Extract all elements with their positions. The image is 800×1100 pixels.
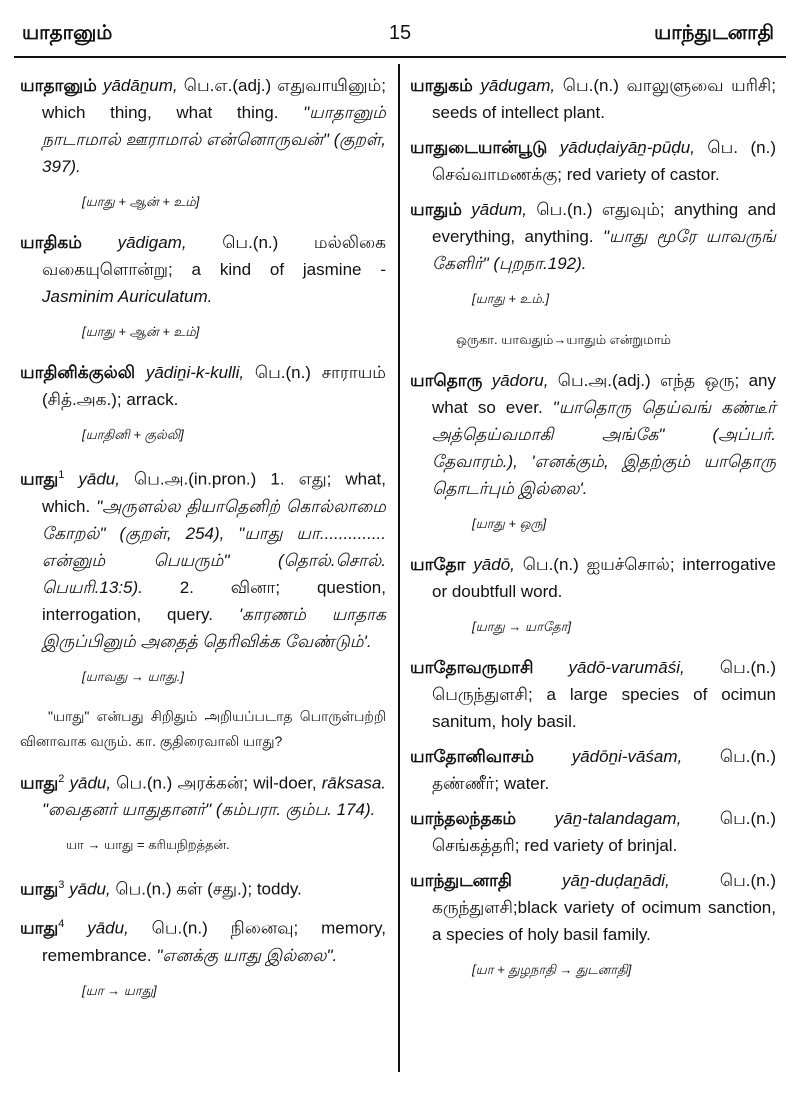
homograph-number: 4	[58, 917, 65, 930]
entry-citation: Jasminim Auriculatum.	[42, 287, 213, 306]
entry-gloss: வாலுளுவை யரிசி; seeds of intellect plant.	[432, 76, 776, 122]
entry-gloss: நினைவு; memory, remembrance.	[42, 918, 386, 965]
entry-headword: யாதோ	[410, 555, 466, 574]
entry-gloss: அரக்கன்; wil-doer,	[177, 773, 317, 793]
usage-note: ஒருகா. யாவதும்→யாதும் என்றுமாம்	[456, 332, 672, 347]
usage-note: யா → யாது = கரியநிறத்தன்.	[66, 837, 230, 853]
entry-gloss: ஐயச்சொல்; interrogative or doubtfull word.	[432, 555, 776, 601]
etymology-note: [யாவது → யாது.]	[82, 668, 184, 684]
entry-citation: rāksasa. "வைதனர் யாதுதானர்" (கம்பரா. கும்ப. 174).	[42, 773, 386, 820]
entry-headword: யாதினிக்குல்லி	[20, 363, 136, 382]
explanatory-paragraph: "யாது" என்பது சிறிதும் அறியப்படாத பொருள்பற்றி வினாவாக வரும். கா. குதிரைவாலி யாது?	[20, 707, 386, 749]
entry-part-of-speech: பெ.(n.)	[116, 773, 173, 793]
etymology-note: [யாது + உம்.]	[472, 291, 550, 306]
entry-gloss: 1. எது; what, which.	[42, 469, 386, 516]
entry-headword: யாதானும்	[20, 76, 97, 95]
entry-gloss: எந்த ஒரு; any what so ever.	[432, 371, 776, 417]
header-rule	[14, 56, 786, 58]
entry-part-of-speech: பெ.அ.(adj.)	[557, 371, 651, 390]
entry-gloss: கருந்துளசி;black variety of ocimum sanction, a species of holy basil family.	[432, 898, 776, 944]
entry-transliteration: yāduḍaiyāṉ-pūḍu,	[559, 138, 695, 157]
entry-transliteration: yāṉ-duḍaṉādi,	[562, 871, 670, 890]
entry-gloss-secondary: 2. வினா; question, interrogation, query.	[42, 577, 386, 624]
entry-gloss: பெருந்துளசி; a large species of ocimun sanitum, holy basil.	[432, 685, 776, 731]
etymology-note: [யாதினி + குல்லி]	[82, 427, 184, 442]
dictionary-entry	[410, 805, 776, 859]
entry-headword: யாதோனிவாசம்	[410, 747, 535, 766]
entry-part-of-speech: பெ.(n.)	[562, 76, 619, 95]
entry-transliteration: yādu,	[78, 469, 120, 489]
dictionary-entry	[410, 134, 776, 188]
dictionary-entry	[20, 872, 386, 903]
entry-part-of-speech: பெ.(n.)	[719, 871, 776, 890]
dictionary-entry	[410, 551, 776, 605]
entry-headword: யாது	[20, 773, 59, 793]
entry-part-of-speech: பெ.எ.(adj.)	[183, 76, 272, 95]
entry-example: 'காரணம் யாதாக இருப்பினும் அதைத் தெரிவிக்க வேண்டும்'.	[42, 604, 386, 651]
entry-citation: "எனக்கு யாது இல்லை".	[156, 945, 338, 965]
entry-part-of-speech: பெ.(n.)	[536, 200, 593, 219]
entry-gloss: செங்கத்தரி; red variety of brinjal.	[432, 836, 678, 855]
page-number: 15	[388, 22, 412, 44]
entry-headword: யாதிகம்	[20, 233, 82, 252]
entry-headword: யாதுடையான்பூடு	[410, 138, 548, 157]
etymology-note: [யாது + ஒரு]	[472, 516, 547, 531]
dictionary-entry	[20, 766, 386, 824]
left-column	[20, 72, 386, 1018]
dictionary-entry	[410, 367, 776, 502]
header-right-guideword: யாந்துடனாதி	[654, 22, 774, 44]
dictionary-entry	[20, 229, 386, 310]
entry-headword: யாதொரு	[410, 371, 483, 390]
entry-transliteration: yāṉ-talandagam,	[554, 809, 682, 828]
entry-headword: யாதும்	[410, 200, 462, 219]
entry-transliteration: yādiṉi-k-kulli,	[145, 363, 245, 382]
entry-gloss: சாராயம் (சித்.அக.); arrack.	[42, 363, 386, 409]
entry-citation: "யாதானும் நாடாமால் ஊராமால் என்னொருவன்" (குறள், 397).	[42, 103, 386, 176]
entry-part-of-speech: பெ.அ.(in.pron.)	[134, 469, 257, 489]
entry-headword: யாது	[20, 879, 59, 899]
homograph-number: 3	[58, 879, 65, 892]
dictionary-entry	[410, 654, 776, 735]
right-column	[410, 72, 776, 997]
dictionary-entry	[410, 196, 776, 277]
entry-part-of-speech: பெ.(n.)	[719, 809, 776, 828]
etymology-note: [யாது + ஆன் + உம்]	[82, 324, 200, 339]
entry-headword: யாந்தலந்தகம்	[410, 809, 517, 828]
dictionary-entry	[20, 462, 386, 655]
etymology-note: [யா + துழநாதி → துடனாதி]	[472, 962, 632, 977]
entry-gloss: எதுவாயினும்; which thing, what thing.	[42, 76, 386, 122]
etymology-note: [யா → யாது]	[82, 982, 157, 998]
entry-headword: யாது	[20, 469, 59, 489]
entry-headword: யாந்துடனாதி	[410, 871, 512, 890]
entry-transliteration: yādigam,	[117, 233, 187, 252]
entry-part-of-speech: பெ. (n.)	[707, 138, 776, 157]
entry-transliteration: yādoru,	[491, 371, 549, 390]
entry-transliteration: yādāṉum,	[102, 76, 178, 95]
entry-gloss: மல்லிகை வகையுளொன்று; a kind of jasmine -	[42, 233, 386, 279]
etymology-note: [யாது + ஆன் + உம்]	[82, 194, 200, 209]
page-header	[0, 0, 800, 58]
entry-transliteration: yādō,	[473, 555, 515, 574]
homograph-number: 2	[58, 772, 65, 785]
header-left-guideword: யாதானும்	[22, 22, 113, 44]
entry-transliteration: yādu,	[69, 773, 112, 793]
entry-part-of-speech: பெ.(n.)	[254, 363, 311, 382]
dictionary-entry	[20, 359, 386, 413]
entry-citation: "யாதொரு தெய்வங் கண்டீர் அத்தெய்வமாகி அங்கே" (அப்பர். தேவாரம்.), 'எனக்கும், இதற்கும் யாதொரு தொடர்பும் இல்லை'.	[432, 398, 776, 498]
entry-gloss: கள் (சது.); toddy.	[176, 879, 302, 899]
entry-headword: யாதோவருமாசி	[410, 658, 534, 677]
entry-gloss: தண்ணீர்; water.	[432, 774, 550, 793]
entry-transliteration: yādum,	[471, 200, 528, 219]
entry-gloss: எதுவும்; anything and everything, anything.	[432, 200, 776, 246]
entry-part-of-speech: பெ.(n.)	[222, 233, 279, 252]
dictionary-entry	[20, 72, 386, 180]
entry-transliteration: yādugam,	[480, 76, 556, 95]
entry-gloss: செவ்வாமணக்கு; red variety of castor.	[432, 165, 720, 184]
entry-part-of-speech: பெ.(n.)	[115, 879, 172, 899]
entry-part-of-speech: பெ.(n.)	[719, 747, 776, 766]
entry-citation: "யாது மூரே யாவருங் கேளிர்" (புறநா.192).	[432, 227, 776, 273]
dictionary-entry	[410, 743, 776, 797]
entry-citation: "அருளல்ல தியாதெனிற் கொல்லாமை கோறல்" (குறள், 254), "யாது யா.............. என்னும் பெயரும்" (தொல்.சொல். பெயரி.13:5).	[42, 496, 386, 597]
entry-headword: யாது	[20, 918, 59, 938]
entry-part-of-speech: பெ.(n.)	[151, 918, 208, 938]
dictionary-entry	[20, 911, 386, 969]
entry-transliteration: yādōṉi-vāśam,	[571, 747, 683, 766]
etymology-note: [யாது → யாதோ]	[472, 619, 572, 634]
entry-transliteration: yādu,	[69, 879, 111, 899]
entry-part-of-speech: பெ.(n.)	[719, 658, 776, 677]
dictionary-entry	[410, 867, 776, 948]
entry-part-of-speech: பெ.(n.)	[522, 555, 579, 574]
entry-transliteration: yādu,	[87, 918, 129, 938]
entry-headword: யாதுகம்	[410, 76, 473, 95]
entry-transliteration: yādō-varumāśi,	[568, 658, 685, 677]
dictionary-entry	[410, 72, 776, 126]
column-divider	[398, 64, 400, 1072]
homograph-number: 1	[58, 469, 65, 481]
